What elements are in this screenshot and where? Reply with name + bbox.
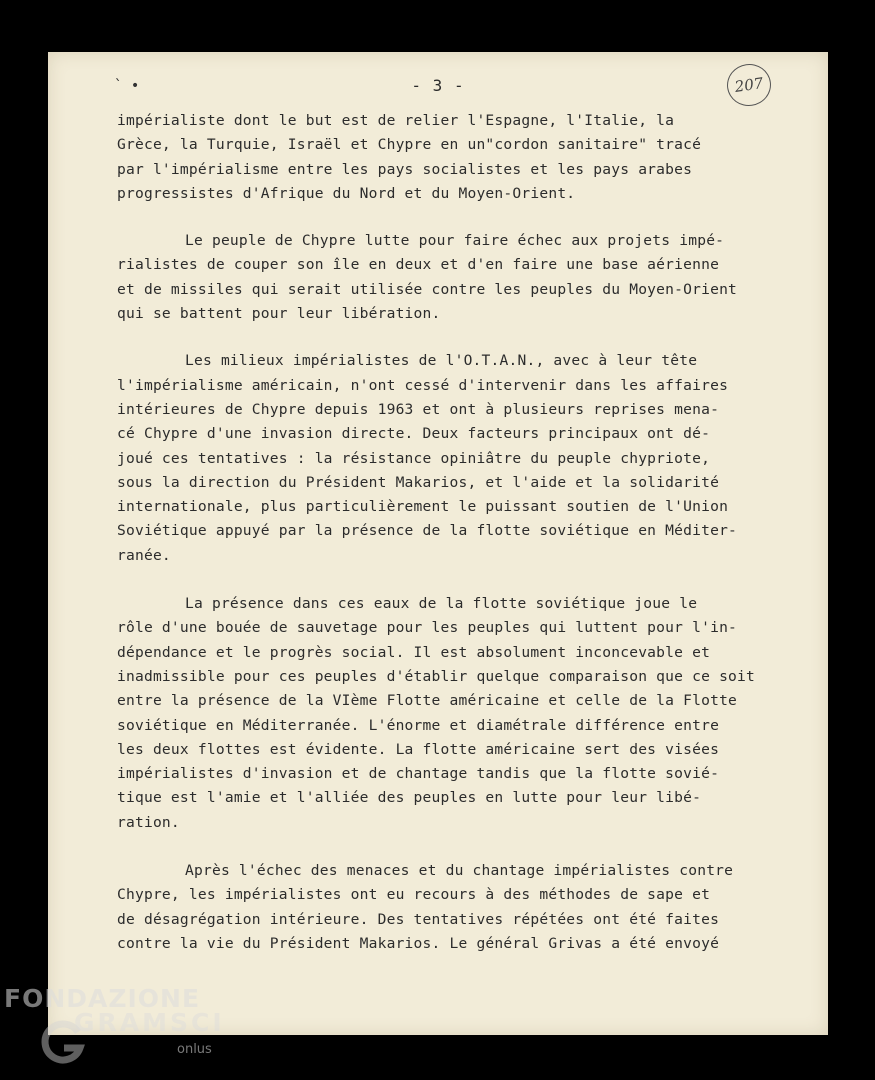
text-line: entre la présence de la VIème Flotte américaine et celle de la Flotte	[117, 692, 738, 710]
document-page	[48, 52, 828, 1035]
text-line: impérialiste dont le but est de relier l'Espagne, l'Italie, la	[117, 112, 675, 129]
text-line: par l'impérialisme entre les pays socialistes et les pays arabes	[117, 160, 693, 178]
text-line: et de missiles qui serait utilisée contre les peuples du Moyen-Orient	[117, 280, 738, 298]
watermark-subtitle: GRAMSCI	[74, 1008, 225, 1037]
paragraph-3	[117, 349, 807, 568]
text-line: Les milieux impérialistes de l'O.T.A.N., avec à leur tête	[185, 352, 698, 370]
watermark-title: FONDAZIONE	[4, 984, 201, 1013]
text-line: progressistes d'Afrique du Nord et du Moyen-Orient.	[117, 184, 576, 202]
text-line: sous la direction du Président Makarios, et l'aide et la solidarité	[117, 473, 720, 491]
paragraph-5	[117, 859, 807, 956]
text-line: cé Chypre d'une invasion directe. Deux facteurs principaux ont dé-	[117, 425, 711, 443]
text-line: intérieures de Chypre depuis 1963 et ont à plusieurs reprises mena-	[117, 400, 720, 418]
archive-watermark	[4, 984, 244, 1080]
text-line: Après l'échec des menaces et du chantage impérialistes contre	[185, 862, 734, 880]
text-line: dépendance et le progrès social. Il est absolument inconcevable et	[117, 643, 711, 661]
text-line: tique est l'amie et l'alliée des peuples en lutte pour leur libé-	[117, 789, 702, 807]
text-line: Grèce, la Turquie, Israël et Chypre en un"cordon sanitaire" tracé	[117, 136, 702, 154]
text-line: de désagrégation intérieure. Des tentatives répétées ont été faites	[117, 910, 720, 928]
text-line: La présence dans ces eaux de la flotte soviétique joue le	[185, 595, 698, 613]
archive-stamp: 207	[724, 61, 773, 109]
text-line: l'impérialisme américain, n'ont cessé d'intervenir dans les affaires	[117, 376, 729, 394]
text-line: rôle d'une bouée de sauvetage pour les peuples qui luttent pour l'in-	[117, 619, 738, 637]
watermark-suffix: onlus	[177, 1042, 212, 1057]
text-line: qui se battent pour leur libération.	[117, 305, 441, 323]
page-number: - 3 -	[411, 76, 465, 95]
text-line: impérialistes d'invasion et de chantage tandis que la flotte sovié-	[117, 765, 720, 783]
paragraph-1	[117, 109, 807, 206]
margin-marks: ` •	[114, 78, 140, 94]
text-line: Le peuple de Chypre lutte pour faire échec aux projets impé-	[185, 232, 725, 250]
paragraph-2	[117, 229, 807, 326]
text-line: Chypre, les impérialistes ont eu recours à des méthodes de sape et	[117, 886, 711, 904]
text-line: ration.	[117, 813, 180, 831]
paragraph-4	[117, 592, 807, 835]
text-line: inadmissible pour ces peuples d'établir quelque comparaison que ce soit	[117, 667, 756, 685]
text-line: rialistes de couper son île en deux et d'en faire une base aérienne	[117, 256, 720, 274]
text-line: contre la vie du Président Makarios. Le général Grivas a été envoyé	[117, 934, 720, 952]
text-line: ranée.	[117, 546, 171, 564]
text-line: Soviétique appuyé par la présence de la flotte soviétique en Méditer-	[117, 522, 738, 540]
text-line: joué ces tentatives : la résistance opiniâtre du peuple chypriote,	[117, 449, 711, 467]
text-line: soviétique en Méditerranée. L'énorme et diamétrale différence entre	[117, 716, 720, 734]
text-line: les deux flottes est évidente. La flotte américaine sert des visées	[117, 740, 720, 758]
body-text	[117, 109, 807, 956]
text-line: internationale, plus particulièrement le puissant soutien de l'Union	[117, 498, 729, 516]
